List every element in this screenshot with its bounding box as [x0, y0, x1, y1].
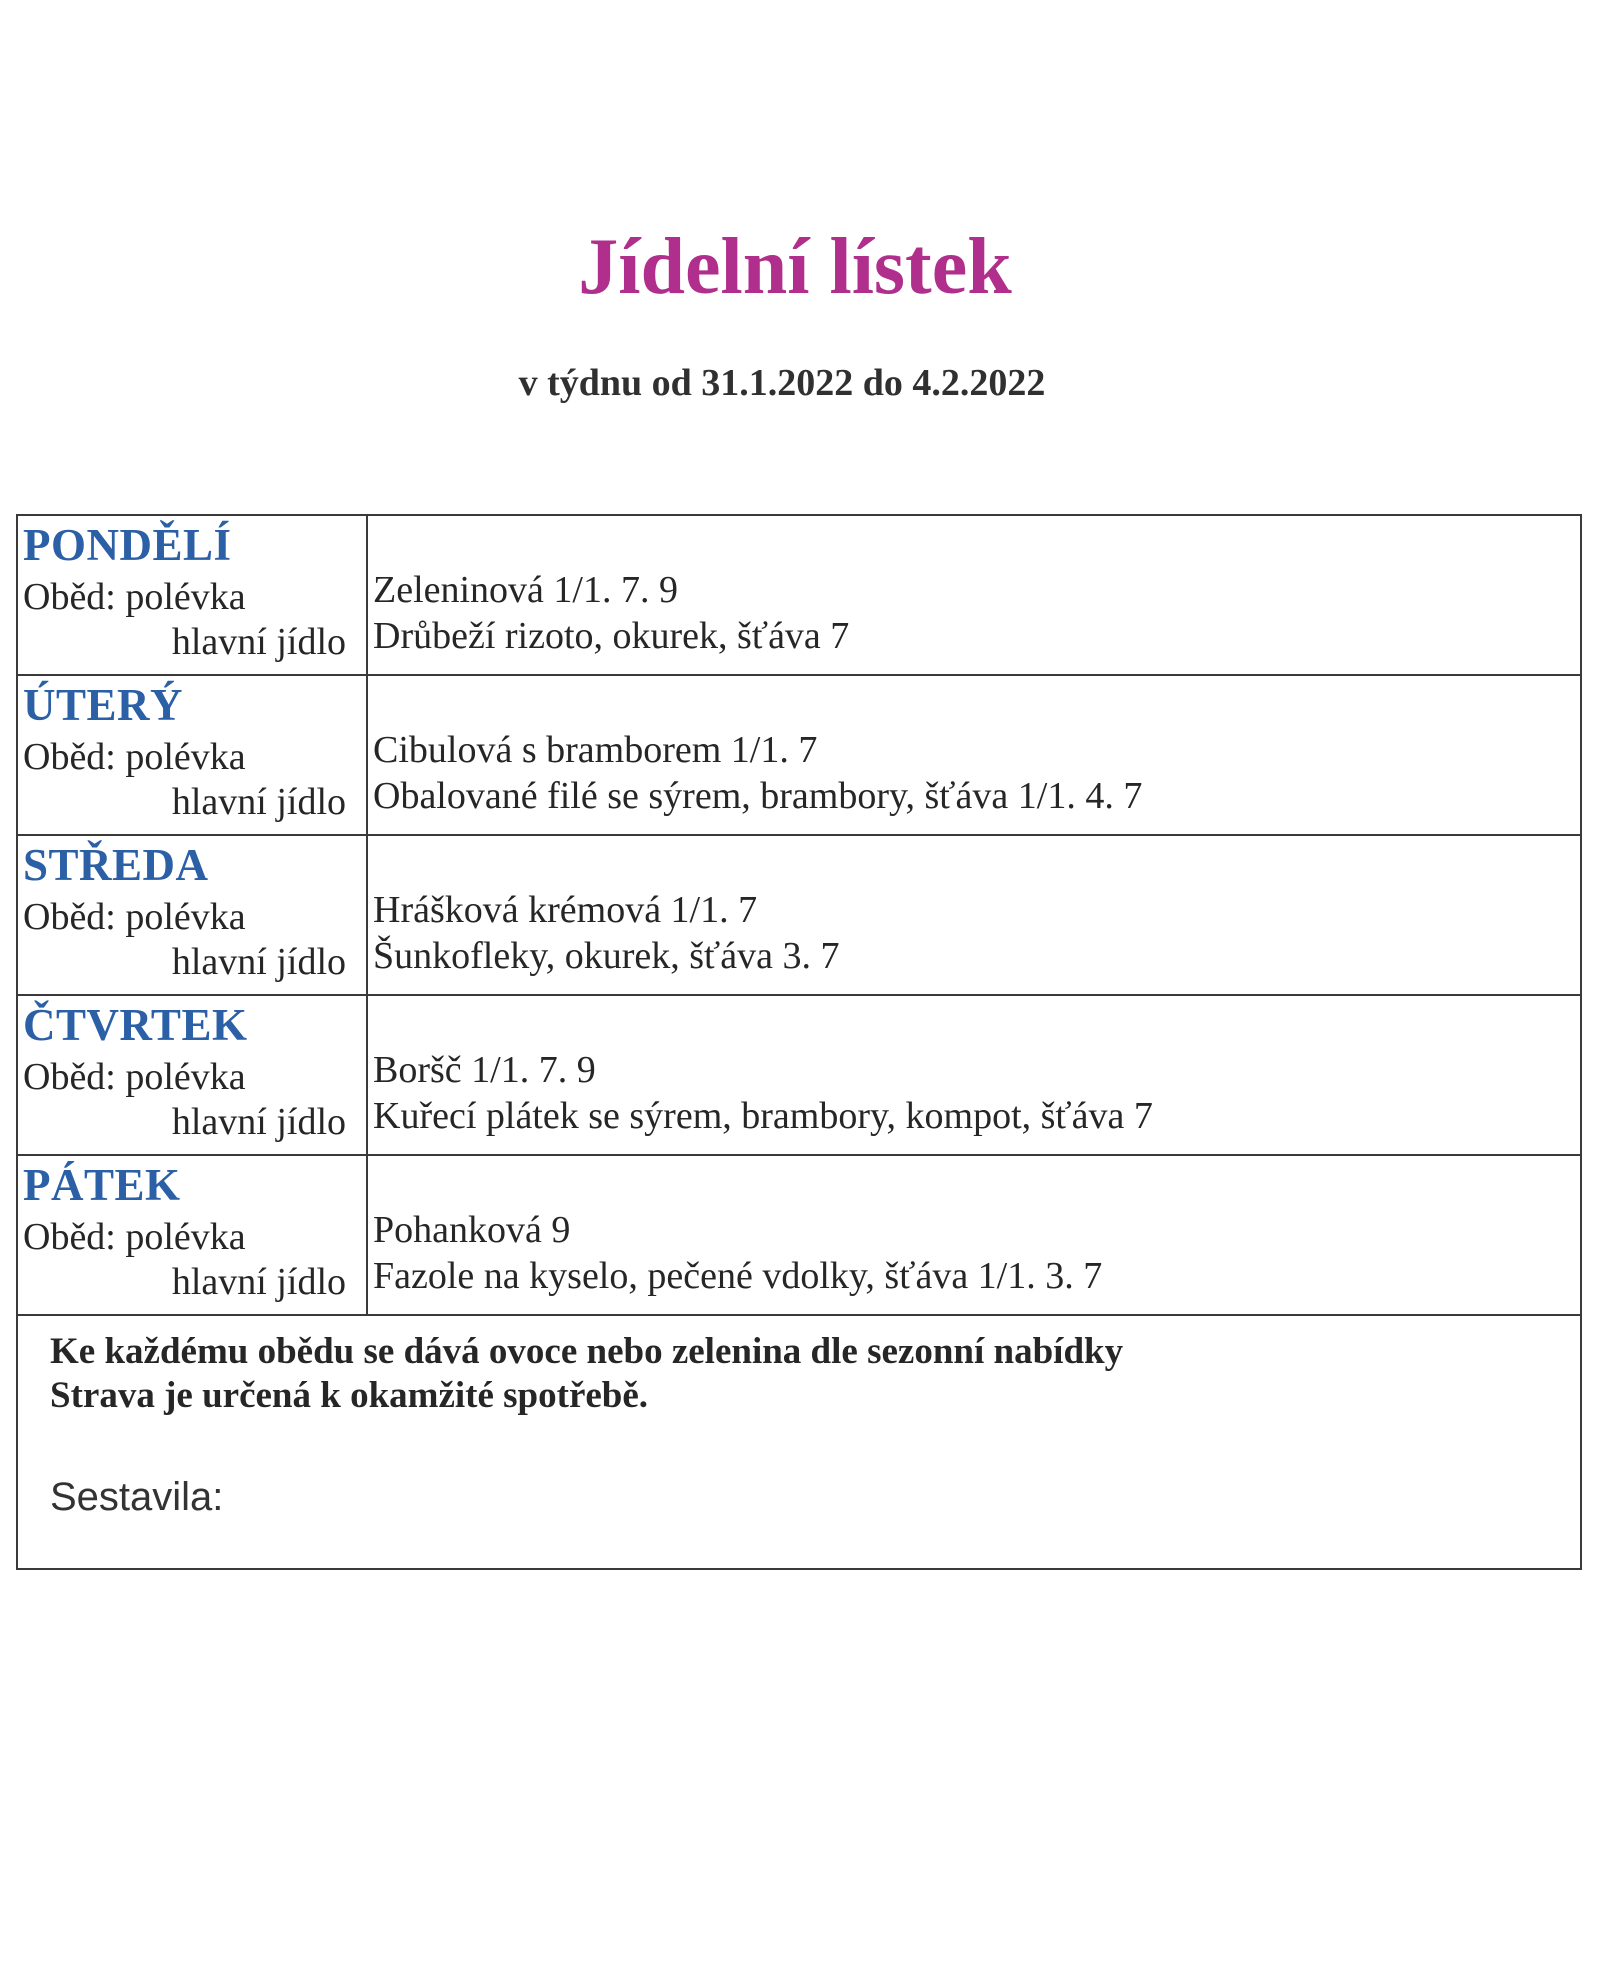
- soup-label: Oběd: polévka: [23, 896, 246, 938]
- footer-row: [17, 1315, 1581, 1569]
- menu-table: [16, 514, 1582, 1570]
- soup-label: Oběd: polévka: [23, 576, 246, 618]
- main-dish: Kuřecí plátek se sýrem, brambory, kompot, šťáva 7: [373, 1095, 1153, 1137]
- day-label-cell: [17, 1155, 367, 1315]
- day-label-cell: [17, 835, 367, 995]
- soup-dish: Zeleninová 1/1. 7. 9: [373, 569, 678, 611]
- soup-label: Oběd: polévka: [23, 736, 246, 778]
- day-name: ČTVRTEK: [23, 1000, 248, 1050]
- fruit-note: Ke každému obědu se dává ovoce nebo zelenina dle sezonní nabídky: [50, 1331, 1124, 1372]
- day-row-wednesday: [17, 835, 1581, 995]
- main-course-label: hlavní jídlo: [171, 1101, 346, 1143]
- dish-cell: [367, 1155, 1581, 1315]
- main-dish: Šunkofleky, okurek, šťáva 3. 7: [373, 935, 840, 977]
- day-row-thursday: [17, 995, 1581, 1155]
- soup-dish: Cibulová s bramborem 1/1. 7: [373, 729, 818, 771]
- day-name: STŘEDA: [23, 840, 209, 890]
- main-dish: Obalované filé se sýrem, brambory, šťáva 1/1. 4. 7: [373, 775, 1143, 817]
- day-name: ÚTERÝ: [23, 680, 184, 730]
- page-title: Jídelní lístek: [578, 223, 1012, 311]
- main-course-label: hlavní jídlo: [171, 941, 346, 983]
- day-row-friday: [17, 1155, 1581, 1315]
- main-dish: Fazole na kyselo, pečené vdolky, šťáva 1/1. 3. 7: [373, 1255, 1103, 1297]
- compiled-by-label: Sestavila:: [50, 1475, 224, 1519]
- day-label-cell: [17, 675, 367, 835]
- main-dish: Drůbeží rizoto, okurek, šťáva 7: [373, 615, 850, 657]
- main-course-label: hlavní jídlo: [171, 621, 346, 663]
- dish-cell: [367, 835, 1581, 995]
- dish-cell: [367, 515, 1581, 675]
- main-course-label: hlavní jídlo: [171, 1261, 346, 1303]
- day-row-tuesday: [17, 675, 1581, 835]
- day-label-cell: [17, 995, 367, 1155]
- day-label-cell: [17, 515, 367, 675]
- soup-dish: Boršč 1/1. 7. 9: [373, 1049, 596, 1091]
- dish-cell: [367, 995, 1581, 1155]
- soup-dish: Pohanková 9: [373, 1209, 571, 1251]
- day-name: PÁTEK: [23, 1160, 181, 1210]
- consumption-note: Strava je určená k okamžité spotřebě.: [50, 1375, 649, 1416]
- day-name: PONDĚLÍ: [23, 520, 232, 570]
- week-range-subtitle: v týdnu od 31.1.2022 do 4.2.2022: [518, 362, 1046, 404]
- soup-label: Oběd: polévka: [23, 1216, 246, 1258]
- dish-cell: [367, 675, 1581, 835]
- main-course-label: hlavní jídlo: [171, 781, 346, 823]
- day-row-monday: [17, 515, 1581, 675]
- soup-dish: Hrášková krémová 1/1. 7: [373, 889, 758, 931]
- soup-label: Oběd: polévka: [23, 1056, 246, 1098]
- footer-cell: [17, 1315, 1581, 1569]
